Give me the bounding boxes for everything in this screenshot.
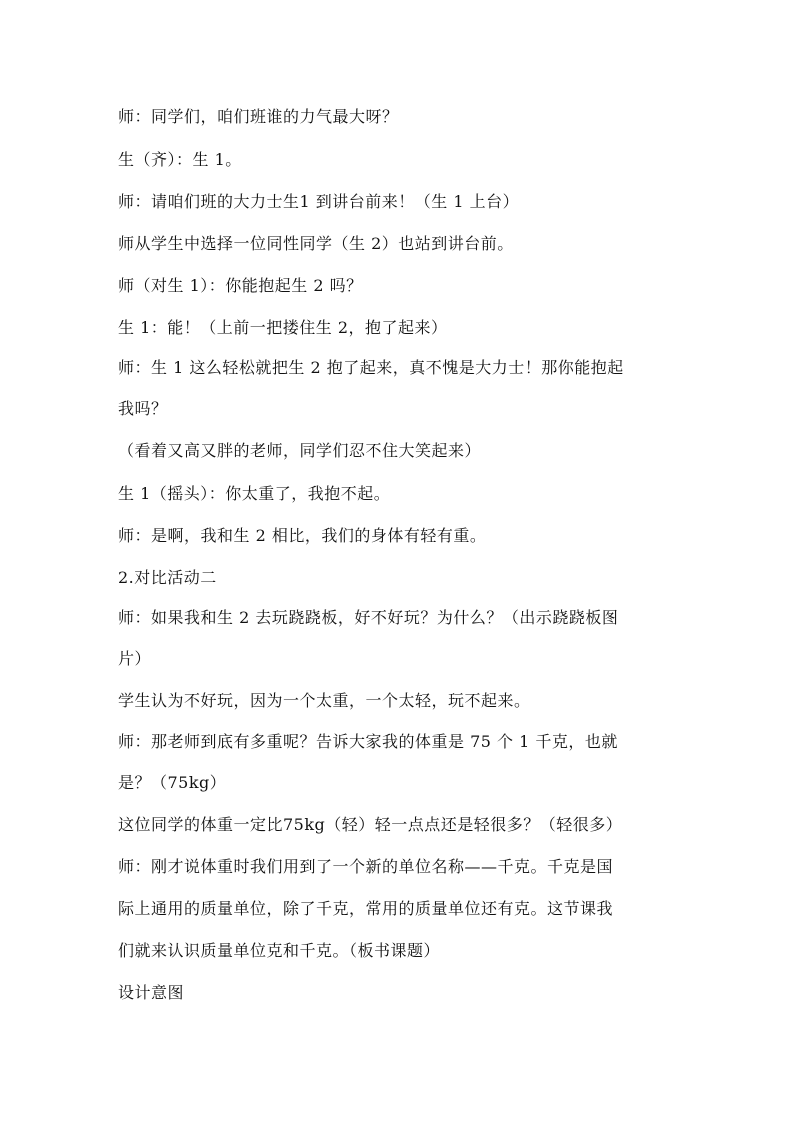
text-line: 师（对生 1）：你能抱起生 2 吗？ — [118, 276, 363, 295]
text-line: 生 1：能！（上前一把搂住生 2，抱了起来） — [118, 318, 448, 337]
text-line: 师：请咱们班的大力士生1 到讲台前来！（生 1 上台） — [118, 192, 520, 211]
text-line: 师：生 1 这么轻松就把生 2 抱了起来，真不愧是大力士！那你能抱起 — [118, 358, 624, 377]
text-line: 师：那老师到底有多重呢？告诉大家我的体重是 75 个 1 千克，也就 — [118, 732, 618, 751]
text-line: 我吗？ — [118, 399, 168, 418]
text-line: 学生认为不好玩，因为一个太重，一个太轻，玩不起来。 — [118, 691, 531, 710]
text-line: 是？（75kg） — [118, 773, 227, 792]
text-line: 师：刚才说体重时我们用到了一个新的单位名称——千克。千克是国 — [118, 857, 614, 876]
text-line: 生（齐）：生 1。 — [118, 150, 242, 169]
text-line: 生 1（摇头）：你太重了，我抱不起。 — [118, 484, 391, 503]
text-line: 师：同学们，咱们班谁的力气最大呀？ — [118, 107, 399, 126]
text-line: 师：如果我和生 2 去玩跷跷板，好不好玩？为什么？（出示跷跷板图 — [118, 608, 619, 627]
text-line: 师：是啊，我和生 2 相比，我们的身体有轻有重。 — [118, 526, 487, 545]
text-line: 际上通用的质量单位，除了千克，常用的质量单位还有克。这节课我 — [118, 899, 614, 918]
text-line: 设计意图 — [118, 983, 185, 1002]
text-line: 这位同学的体重一定比75kg（轻）轻一点点还是轻很多？（轻很多） — [118, 815, 623, 834]
text-line: 片） — [118, 649, 152, 668]
text-line: 师从学生中选择一位同性同学（生 2）也站到讲台前。 — [118, 234, 514, 253]
text-line: 们就来认识质量单位克和千克。（板书课题） — [118, 941, 441, 960]
section-heading: 2.对比活动二 — [118, 568, 217, 587]
text-line: （看着又高又胖的老师，同学们忍不住大笑起来） — [118, 441, 482, 460]
